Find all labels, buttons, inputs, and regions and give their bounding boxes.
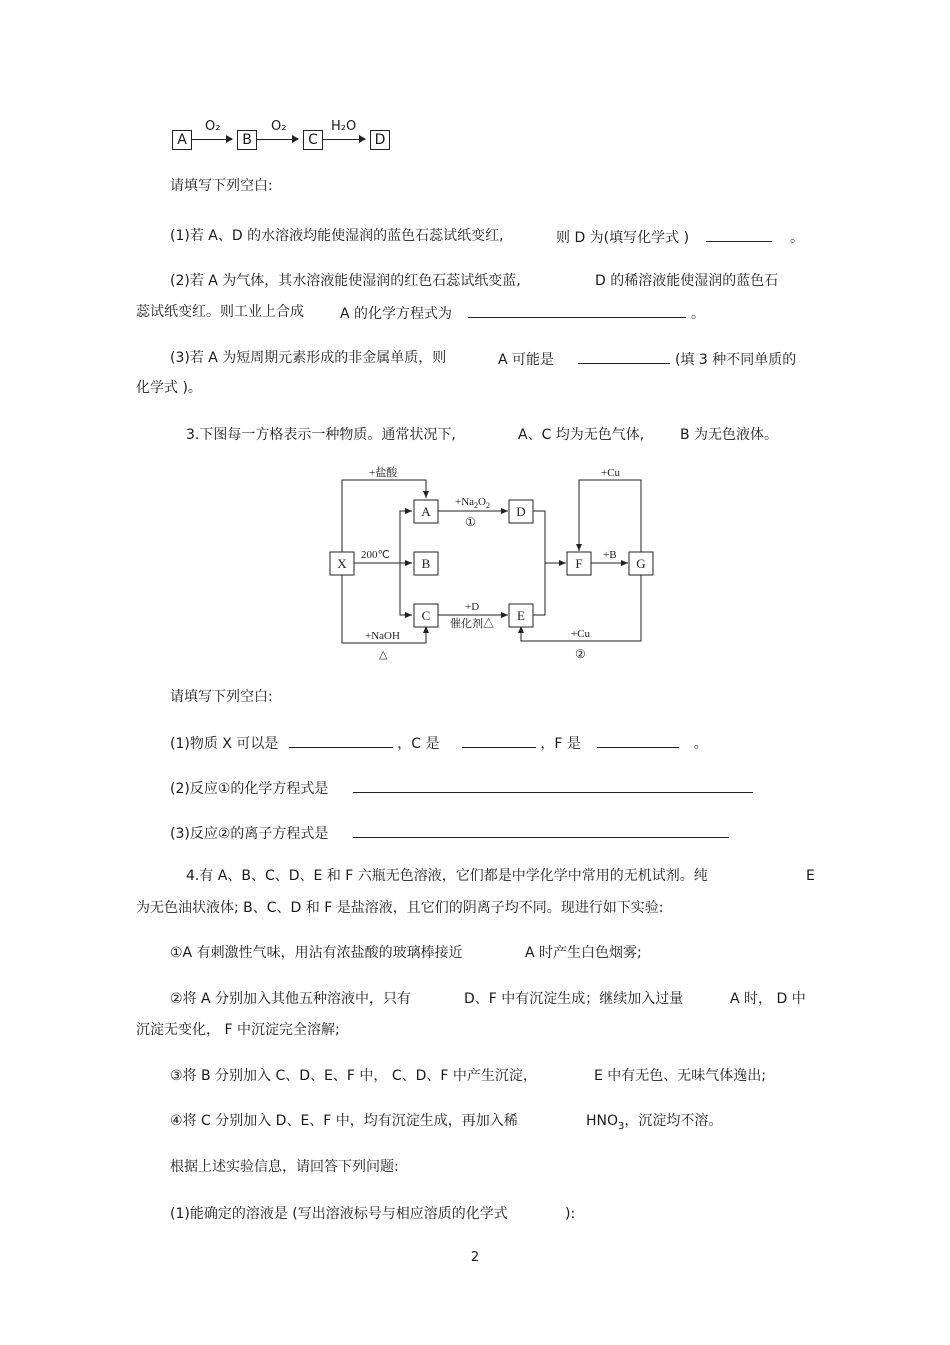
q3-answer-1-end: 。: [693, 736, 708, 752]
reaction-diagram: [325, 460, 655, 665]
label-reaction-2: ②: [575, 647, 586, 661]
node-a: A: [421, 504, 431, 519]
q4-step-4-hno3-sub: 3: [618, 1120, 625, 1132]
q2-part3-text-a: (3)若 A 为短周期元素形成的非金属单质，则: [170, 350, 447, 366]
label-200c: 200℃: [361, 549, 390, 561]
node-e: E: [517, 608, 525, 623]
label-naoh: +NaOH: [365, 630, 400, 642]
q3-c-answer-blank[interactable]: [462, 733, 536, 748]
chain-arrow-1-label: O₂: [205, 119, 221, 134]
q3-answer-1: [170, 733, 708, 753]
page-number: 2: [470, 1250, 480, 1265]
q3-answer-1-text-b: ，C 是: [397, 736, 440, 752]
q4-step-1-a: ①A 有刺激性气味，用沾有浓盐酸的玻璃棒接近: [170, 945, 463, 961]
node-f: F: [575, 556, 583, 571]
node-c: C: [421, 608, 431, 623]
label-catalyst: 催化剂△: [450, 618, 494, 630]
q4-answer-1-a: (1)能确定的溶液是 (写出溶液标号与相应溶质的化学式: [170, 1206, 508, 1222]
chain-arrow-2-label: O₂: [271, 119, 287, 134]
q4-intro-c: 为无色油状液体; B、C、D 和 F 是盐溶液，且它们的阴离子均不同。现进行如下实验:: [136, 900, 664, 916]
q4-step-4-text-c: ，沉淀均不溶。: [624, 1113, 723, 1129]
q2-part2-end: 。: [690, 306, 705, 322]
q2-part3-answer-blank[interactable]: [578, 349, 670, 364]
q3-f-answer-blank[interactable]: [597, 733, 679, 748]
q2-part1-end: 。: [789, 230, 804, 246]
q2-part2-line2: [136, 303, 304, 321]
q3-answer-1-text-c: ，F 是: [540, 736, 581, 752]
q4-answer-1-b: ):: [565, 1206, 576, 1222]
chain-box-b: B: [237, 130, 257, 150]
label-plus-d: +D: [465, 601, 480, 613]
q2-part1-text-b: 则 D 为(填写化学式 ): [556, 230, 690, 246]
label-plus-b: +B: [603, 549, 617, 561]
chain-arrow-2: [257, 139, 298, 140]
q3-reaction-2-blank[interactable]: [353, 823, 729, 838]
node-g: G: [636, 556, 646, 571]
q3-prompt: 请填写下列空白:: [170, 689, 273, 705]
q2-part3-line2: 化学式 )。: [136, 380, 202, 396]
label-na2o2: $+Na_2O_2$: [455, 496, 490, 510]
q3-intro-c: B 为无色液体。: [680, 427, 779, 443]
q4-step-2-a: ②将 A 分别加入其他五种溶液中，只有: [170, 991, 412, 1007]
q2-part1: [170, 227, 504, 245]
q2-part3-text-c: (填 3 种不同单质的: [674, 352, 797, 368]
q4-step-3-b: E 中有无色、无味气体逸出;: [594, 1068, 767, 1084]
q3-intro-a: 3.下图每一方格表示一种物质。通常状况下,: [186, 427, 456, 443]
label-hcl: +盐酸: [369, 467, 398, 479]
q2-part2-line2-b: [340, 303, 705, 323]
q2-part2-text-b: D 的稀溶液能使湿润的蓝色石: [595, 273, 779, 289]
chain-arrow-3: [323, 139, 365, 140]
chain-arrow-1: [192, 139, 232, 140]
q3-intro-b: A、C 均为无色气体,: [518, 427, 645, 443]
q4-step-4-hno3: HNO: [586, 1113, 619, 1129]
label-cu-bottom: +Cu: [571, 628, 591, 640]
chain-arrow-3-label: H₂O: [331, 119, 357, 134]
q2-part1-answer-blank[interactable]: [706, 227, 772, 242]
q2-part3-text-b: A 可能是: [498, 352, 555, 368]
chain-box-d: D: [370, 130, 390, 150]
label-cu-top: +Cu: [601, 467, 621, 479]
label-reaction-1: ①: [465, 515, 476, 529]
q3-reaction-1-blank[interactable]: [353, 778, 753, 793]
q4-step-1-b: A 时产生白色烟雾;: [525, 945, 642, 961]
q4-prompt: 根据上述实验信息，请回答下列问题:: [170, 1159, 399, 1175]
q2-part2-text-d: A 的化学方程式为: [340, 306, 453, 322]
q2-part1-text-a: (1)若 A、D 的水溶液均能使湿润的蓝色石蕊试纸变红,: [170, 228, 504, 244]
q2-part2-line1-b: [595, 272, 778, 290]
q4-step-3-a: ③将 B 分别加入 C、D、E、F 中， C、D、F 中产生沉淀，: [170, 1068, 537, 1084]
q2-part3-line1-a: [170, 349, 446, 367]
q4-step-2-c: A 时， D 中: [730, 991, 806, 1007]
q2-part2-answer-blank[interactable]: [468, 303, 686, 318]
q2-part2-text-c: 蕊试纸变红。则工业上合成: [136, 304, 304, 320]
q3-answer-3-text: (3)反应②的离子方程式是: [170, 826, 329, 842]
node-x: X: [337, 556, 347, 571]
chain-box-c: C: [303, 130, 323, 150]
node-b: B: [421, 556, 431, 571]
q2-part2-text-a: (2)若 A 为气体，其水溶液能使湿润的红色石蕊试纸变蓝,: [170, 273, 521, 289]
q4-intro-a: 4.有 A、B、C、D、E 和 F 六瓶无色溶液，它们都是中学化学中常用的无机试剂。纯: [186, 868, 708, 884]
q2-part1-b: [556, 227, 804, 247]
reaction-chain: [0, 0, 950, 160]
q3-answer-2-text: (2)反应①的化学方程式是: [170, 781, 329, 797]
chain-box-a: A: [172, 130, 192, 150]
q4-step-4-b: [586, 1112, 722, 1136]
label-heat: △: [379, 649, 388, 661]
q2-part2-line1-a: [170, 272, 521, 290]
q4-step-4-a: ④将 C 分别加入 D、E、F 中，均有沉淀生成，再加入稀: [170, 1113, 518, 1129]
q4-step-2-d: 沉淀无变化， F 中沉淀完全溶解;: [136, 1022, 340, 1038]
q4-step-2-b: D、F 中有沉淀生成；继续加入过量: [464, 991, 684, 1007]
node-d: D: [516, 504, 526, 519]
q3-x-answer-blank[interactable]: [289, 733, 393, 748]
q3-answer-2: [170, 778, 753, 798]
q4-intro-b: E: [806, 868, 815, 884]
q3-answer-3: [170, 823, 729, 843]
q3-answer-1-text-a: (1)物质 X 可以是: [170, 736, 279, 752]
q2-part3-line1-b: [498, 349, 796, 369]
q2-prompt: 请填写下列空白:: [170, 178, 273, 194]
